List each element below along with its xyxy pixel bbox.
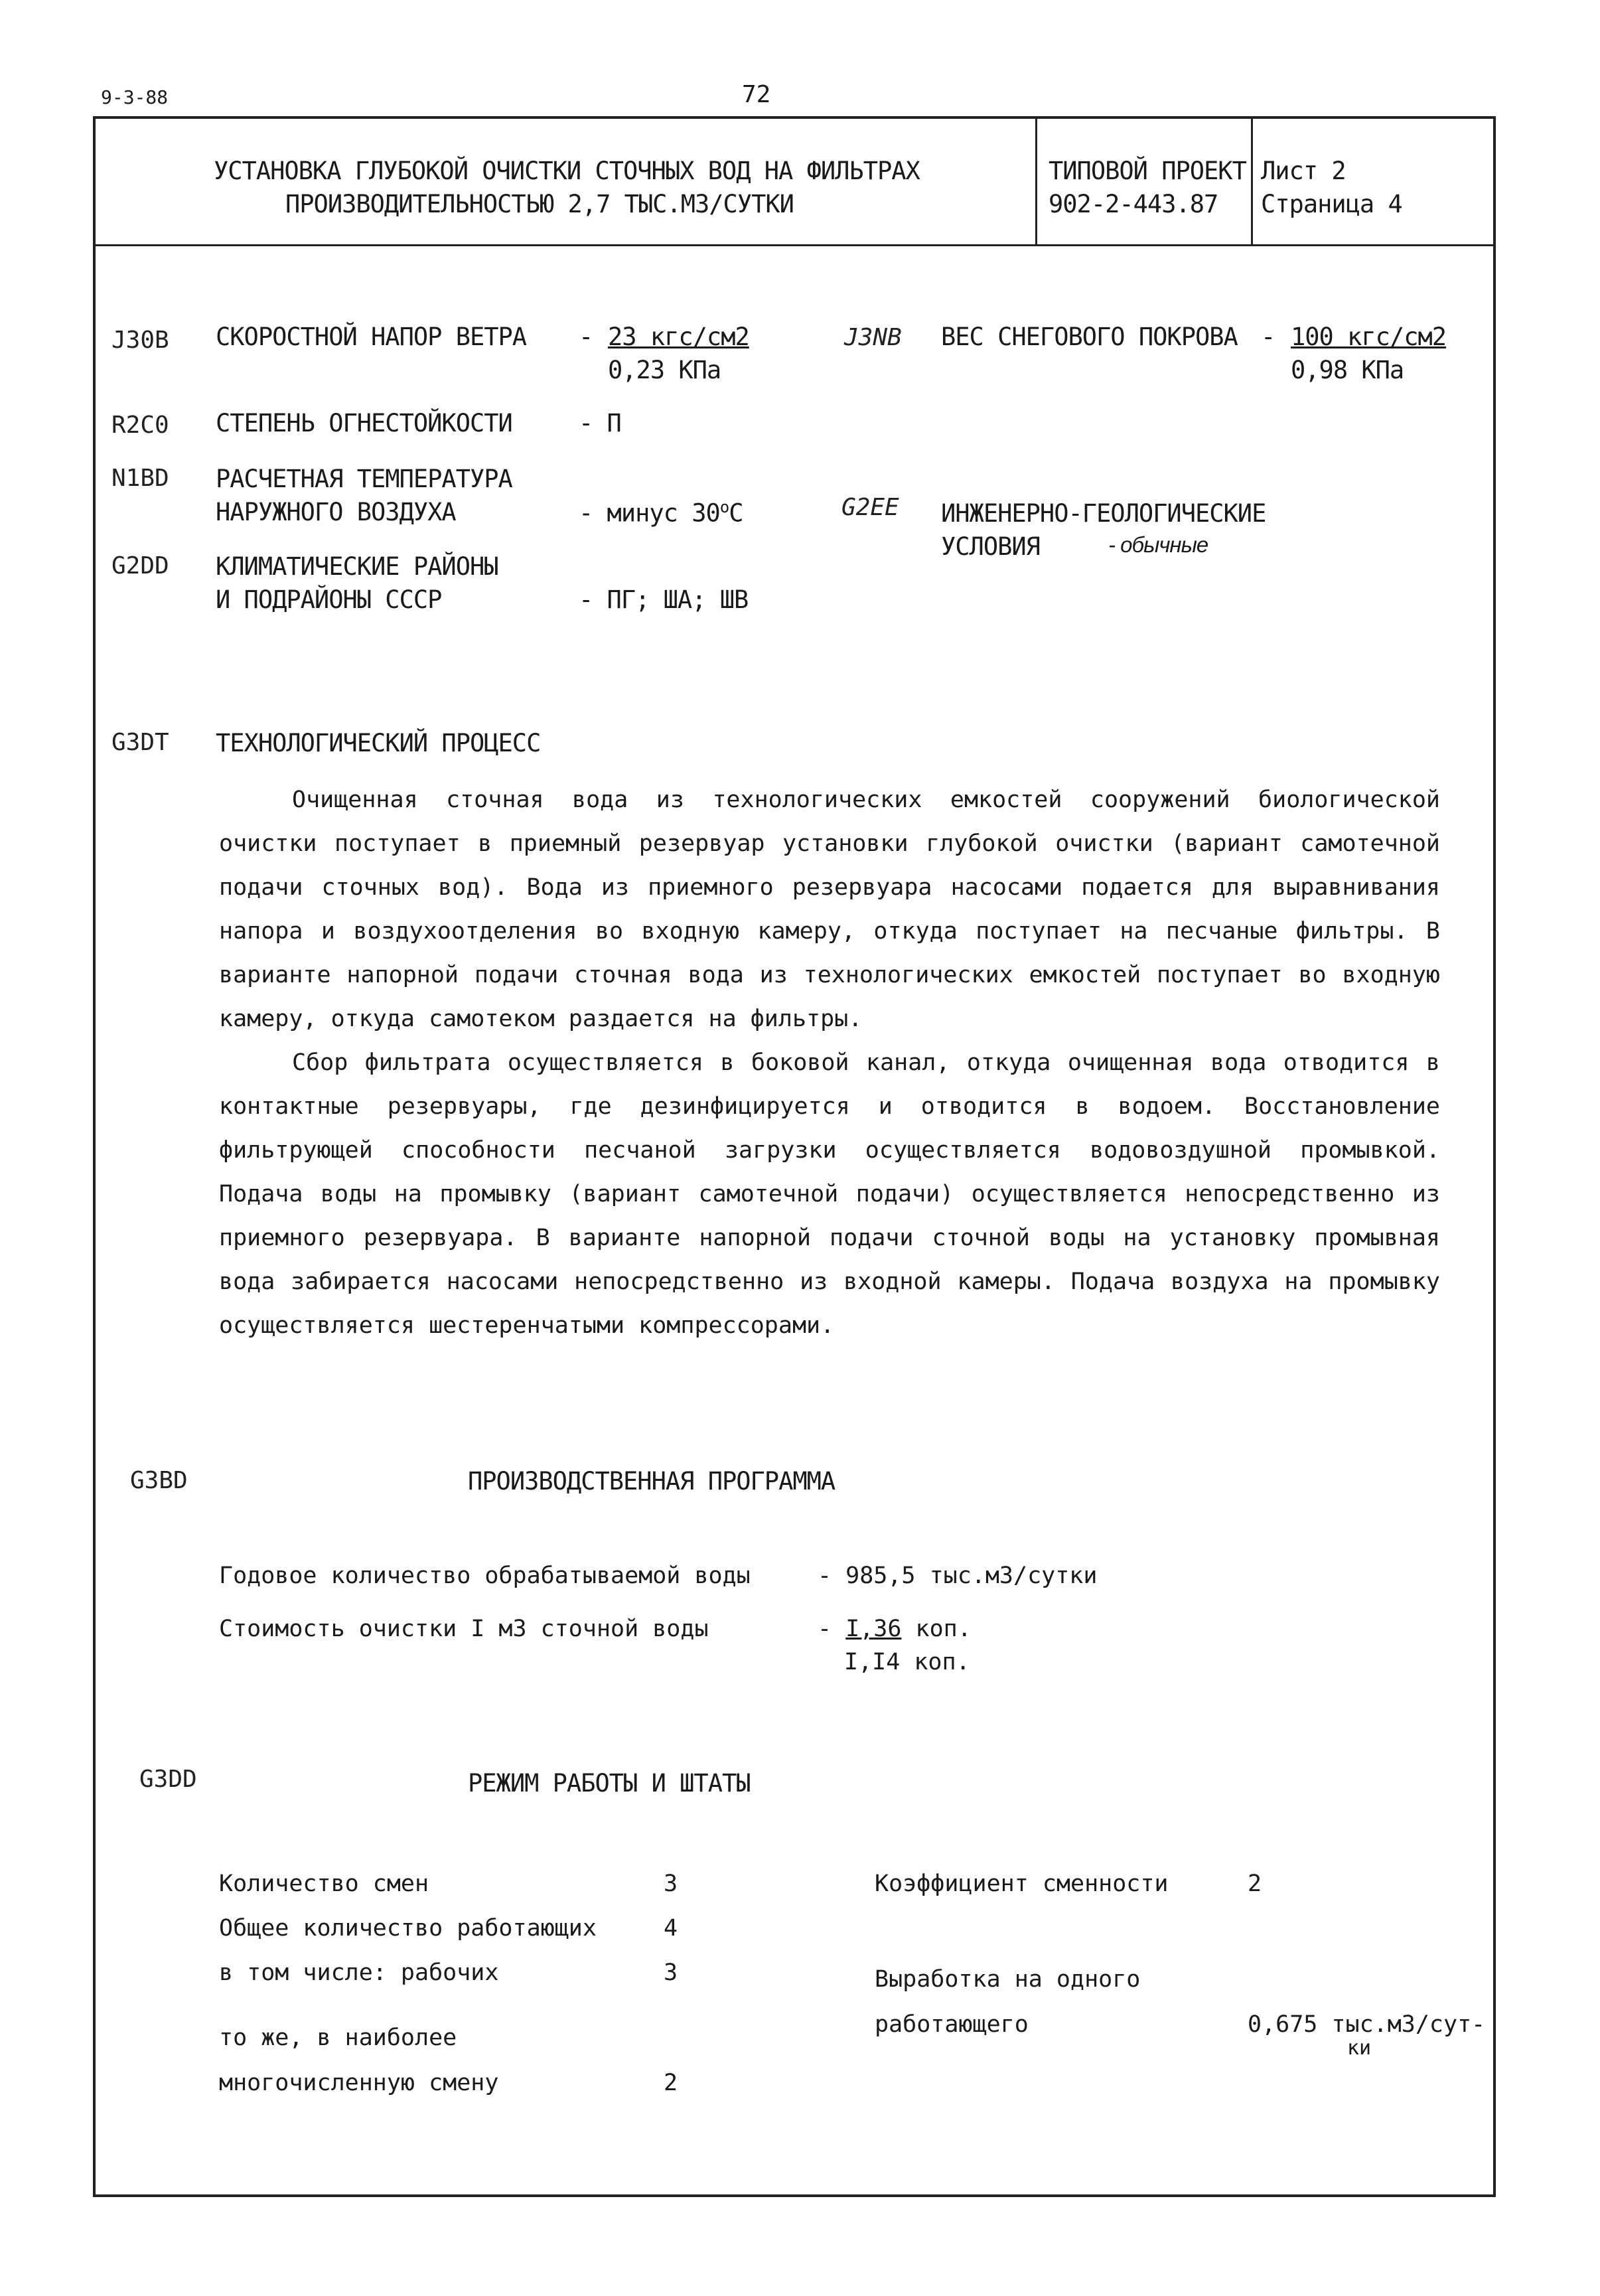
snow-label: ВЕС СНЕГОВОГО ПОКРОВА — [941, 323, 1238, 351]
temp-code: N1BD — [111, 465, 169, 492]
geology-value: - обычные — [1108, 532, 1208, 557]
shifts-value: 3 — [664, 1871, 678, 1897]
project-label: ТИПОВОЙ ПРОЕКТ — [1049, 157, 1246, 185]
staff-title: РЕЖИМ РАБОТЫ И ШТАТЫ — [468, 1769, 751, 1798]
snow-code: J3NB — [844, 324, 902, 351]
total-staff-value: 4 — [664, 1915, 678, 1942]
treatment-cost-value — [818, 1616, 972, 1642]
output-label-line-2: работающего — [875, 2011, 1029, 2038]
temp-value-number: - минус 30 — [579, 498, 720, 528]
cost-value-1: I,36 — [845, 1616, 902, 1642]
wind-label: СКОРОСТНОЙ НАПОР ВЕТРА — [216, 323, 527, 351]
fire-value: - П — [579, 409, 621, 437]
title-line-1: УСТАНОВКА ГЛУБОКОЙ ОЧИСТКИ СТОЧНЫХ ВОД НА ФИЛЬТРАХ — [214, 157, 920, 185]
climate-value: - ПГ; ША; ШВ — [579, 585, 749, 614]
program-code: G3BD — [130, 1467, 188, 1494]
shift-coefficient-label: Коэффициент сменности — [875, 1871, 1169, 1897]
snow-dash: - — [1261, 323, 1275, 351]
degree-sign: o — [719, 498, 729, 516]
total-staff-label: Общее количество работающих — [219, 1915, 597, 1942]
output-value: 0,675 тыс.м3/сут- — [1248, 2011, 1486, 2038]
workers-label: в том числе: рабочих — [219, 1959, 499, 1986]
title-line-2: ПРОИЗВОДИТЕЛЬНОСТЬЮ 2,7 ТЫС.М3/СУТКИ — [285, 190, 794, 218]
geology-label-line-1: ИНЖЕНЕРНО-ГЕОЛОГИЧЕСКИЕ — [941, 499, 1266, 528]
project-number: 902-2-443.87 — [1049, 190, 1218, 218]
climate-label-line-1: КЛИМАТИЧЕСКИЕ РАЙОНЫ — [216, 552, 498, 581]
climate-label-line-2: И ПОДРАЙОНЫ СССР — [216, 585, 442, 614]
document-stamp: 9-3-88 — [101, 86, 169, 108]
treatment-cost-value-2: I,I4 коп. — [844, 1649, 970, 1675]
snow-value: 100 кгс/см2 — [1291, 323, 1447, 351]
wind-value-kpa: 0,23 КПа — [608, 356, 721, 384]
geology-code: G2EE — [841, 494, 899, 521]
wind-code: J30B — [111, 327, 169, 354]
staff-code: G3DD — [139, 1766, 197, 1793]
fire-code: R2C0 — [111, 412, 169, 439]
header-divider — [93, 244, 1496, 246]
cost-dash: - — [818, 1616, 832, 1642]
wind-value: 23 кгс/см2 — [608, 323, 749, 351]
page-label: Страница 4 — [1261, 190, 1402, 218]
page-number: 72 — [742, 81, 771, 108]
geology-label-line-2: УСЛОВИЯ — [941, 532, 1040, 561]
treatment-cost-label: Стоимость очистки I м3 сточной воды — [219, 1616, 709, 1642]
wind-dash: - — [579, 323, 593, 351]
output-label-line-1: Выработка на одного — [875, 1966, 1141, 1993]
temp-value — [579, 498, 743, 527]
workers-value: 3 — [664, 1959, 678, 1986]
header-divider-left — [1035, 116, 1037, 246]
output-value-tail: ки — [1347, 2036, 1372, 2060]
largest-shift-label-line-1: то же, в наиболее — [219, 2025, 457, 2051]
process-paragraph-1: Очищенная сточная вода из технологических емкостей сооружений биологической очистки поступает в приемный резервуар установки глубокой очистки (вариант самотечной подачи сточных вод). Вода из приемного резервуара насосами подается для выравнивания напора и воздухоотделения во входную камеру, откуда поступает на песчаные фильтры. В варианте напорной подачи сточная вода из технологических емкостей поступает во входную камеру, откуда самотеком раздается на фильтры. — [219, 787, 1440, 1032]
header-divider-right — [1251, 116, 1253, 246]
temp-label-line-2: НАРУЖНОГО ВОЗДУХА — [216, 498, 456, 526]
process-paragraph-2: Сбор фильтрата осуществляется в боковой канал, откуда очищенная вода отводится в контактные резервуары, где дезинфицируется и отводится в водоем. Восстановление фильтрующей способности песчаной загрузки осуществляется водовоздушной промывкой. Подача воды на промывку (вариант самотечной подачи) осуществляется непосредственно из приемного резервуара. В варианте напорной подачи сточной воды на установку промывная вода забирается насосами непосредственно из входной камеры. Подача воздуха на промывку осуществляется шестеренчатыми компрессорами. — [219, 1049, 1440, 1339]
annual-volume-label: Годовое количество обрабатываемой воды — [219, 1563, 751, 1589]
process-code: G3DT — [111, 729, 169, 756]
temp-label-line-1: РАСЧЕТНАЯ ТЕМПЕРАТУРА — [216, 465, 512, 493]
cost-unit-1: коп. — [915, 1616, 972, 1642]
snow-value-kpa: 0,98 КПа — [1291, 356, 1404, 384]
shift-coefficient-value: 2 — [1248, 1871, 1262, 1897]
annual-volume-value: - 985,5 тыс.м3/сутки — [818, 1563, 1098, 1589]
largest-shift-label-line-2: многочисленную смену — [219, 2070, 499, 2096]
shifts-label: Количество смен — [219, 1871, 429, 1897]
temp-unit: С — [729, 498, 743, 528]
program-title: ПРОИЗВОДСТВЕННАЯ ПРОГРАММА — [468, 1467, 836, 1495]
sheet-label: Лист 2 — [1261, 157, 1346, 185]
process-title: ТЕХНОЛОГИЧЕСКИЙ ПРОЦЕСС — [216, 729, 541, 757]
climate-code: G2DD — [111, 552, 169, 579]
process-text — [219, 778, 1440, 1347]
largest-shift-value: 2 — [664, 2070, 678, 2096]
fire-label: СТЕПЕНЬ ОГНЕСТОЙКОСТИ — [216, 409, 512, 437]
